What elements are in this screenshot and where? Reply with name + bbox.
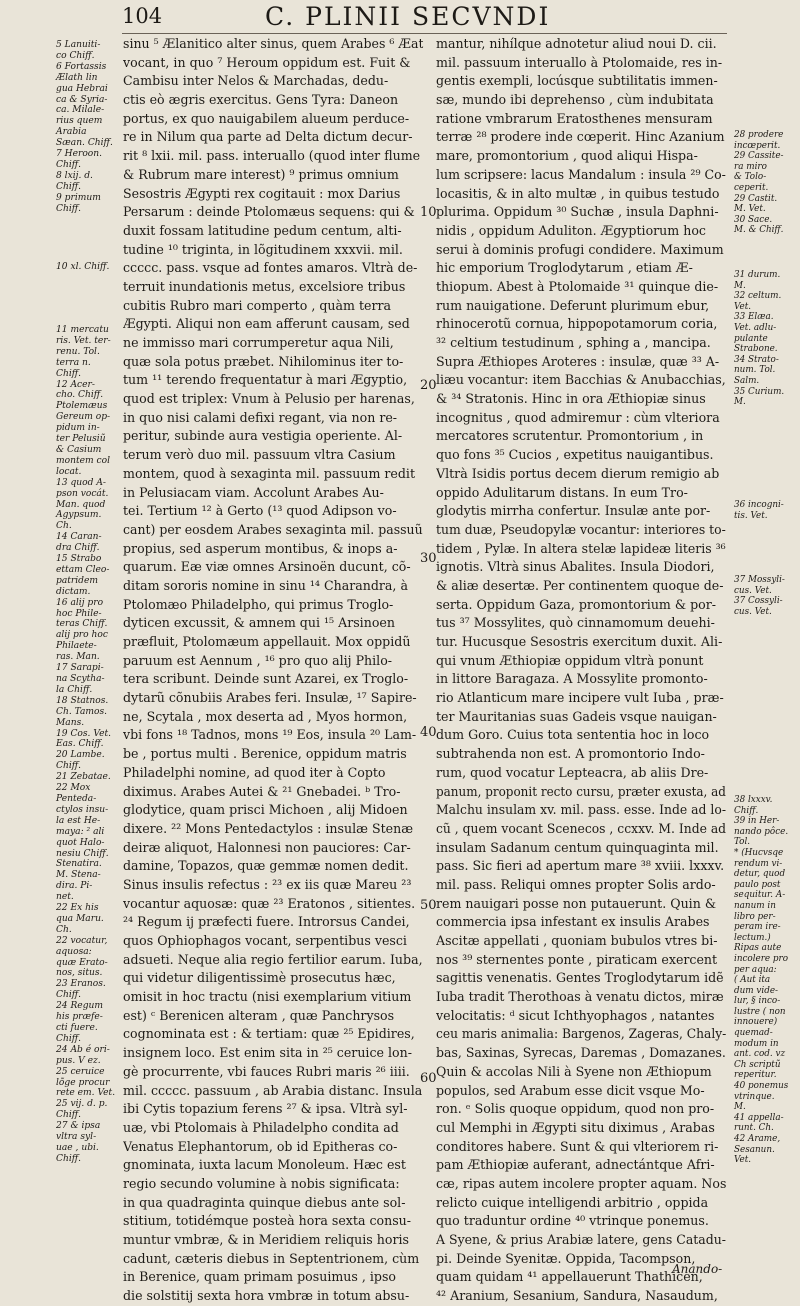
text-line: propius, sed asperum montibus, & inops a- <box>123 540 398 556</box>
margin-note: 31 durum. M. 32 celtum. Vet. 33 Elæa. Vet. adlu- pulante Strabone. 34 Strato- num. Tol. Salm. 35 Curium. M. <box>734 270 785 408</box>
text-line: dytarũ cõnubiis Arabes feri. Insulæ, ¹⁷ Sapire- <box>123 690 417 706</box>
text-line: panum, proponit recto cursu, præter exusta, ad <box>436 783 726 799</box>
text-line: ctis eò ægris exercitus. Gens Tyra: Daneon <box>123 92 399 108</box>
text-line: ditam sororis nomine in sinu ¹⁴ Charandra, à <box>123 577 408 593</box>
text-line: terum verò duo mil. passuum vltra Casium <box>123 447 396 463</box>
text-line: mare, promontorium , quod aliqui Hispa- <box>436 148 698 164</box>
text-line: dum Goro. Cuius tota sententia hoc in loco <box>436 727 710 743</box>
text-line: velocitatis: ᵈ sicut Ichthyophagos , natantes <box>436 1007 715 1023</box>
text-line: dixere. ²² Mons Pentedactylos : insulæ Stenæ <box>123 820 414 836</box>
text-line: subtrahenda non est. A promontorio Indo- <box>436 746 705 762</box>
text-line: mantur, nihílque adnotetur aliud noui D. cii. <box>436 36 717 51</box>
header-rule <box>122 33 727 34</box>
text-line: Malchu insulam xv. mil. pass. esse. Inde ad lo- <box>436 802 726 818</box>
text-line: lum scripsere: lacus Mandalum : insula ²⁹ Co- <box>436 166 726 182</box>
line-number: 50 <box>420 898 437 913</box>
line-number: 30 <box>420 551 437 566</box>
text-line: populos, sed Arabum esse dicit vsque Mo- <box>436 1082 705 1098</box>
text-line: mil. passuum interuallo à Ptolomaide, res in- <box>436 54 723 70</box>
left-text-column <box>123 35 423 1306</box>
text-line: vocant, in quo ⁷ Heroum oppidum est. Fuit & <box>123 54 411 70</box>
text-line: rhinocerotũ cornua, hippopotamorum coria, <box>436 316 718 332</box>
text-line: terræ ²⁸ prodere inde cœperit. Hinc Azanium <box>436 129 725 145</box>
text-line: tudine ¹⁰ triginta, in lõgitudinem xxxvii. mil. <box>123 241 403 257</box>
text-line: Cambisu inter Nelos & Marchadas, dedu- <box>123 73 389 89</box>
text-line: hic emporium Troglodytarum , etiam Æ- <box>436 260 693 276</box>
margin-note: 28 prodere incœperit. 29 Cassite- ra miro & Tolo- ceperit. 29 Castit. M. Vet. 30 Sace. M. & Chiff. <box>734 130 784 236</box>
page-number: 104 <box>122 4 163 28</box>
text-line: rum nauigatione. Deferunt plurimum ebur, <box>436 297 710 313</box>
text-line: vocantur aquosæ: quæ ²³ Eratonos , sitientes. <box>123 895 416 911</box>
text-line: Venatus Elephantorum, ob id Epitheras co- <box>123 1138 398 1154</box>
text-line: terruit inundationis metus, excelsiore tribus <box>123 278 406 294</box>
text-line: in Berenice, quam primam posuimus , ipso <box>123 1269 397 1285</box>
text-line: rit ⁸ lxii. mil. pass. interuallo (quod inter flume <box>123 148 421 164</box>
text-line: Sinus insulis refectus : ²³ ex iis quæ Mareu ²³ <box>123 876 412 892</box>
text-line: pi. Deinde Syenitæ. Oppida, Tacompson, <box>436 1250 696 1266</box>
text-line: ignotis. Vltrà sinus Abalites. Insula Diodori, <box>436 559 715 575</box>
line-number: 60 <box>420 1071 437 1086</box>
text-line: mil. pass. Reliqui omnes propter Solis ardo- <box>436 876 716 892</box>
text-line: quo traduntur ordine ⁴⁰ vtrinque ponemus. <box>436 1213 709 1229</box>
text-line: cognominata est : & tertiam: quæ ²⁵ Epidires, <box>123 1026 415 1042</box>
text-line: Philadelphi nomine, ad quod iter à Copto <box>123 764 386 780</box>
text-line: sinu ⁵ Ælanitico alter sinus, quem Arabes ⁶ Æat <box>123 36 424 51</box>
text-line: plurima. Oppidum ³⁰ Suchæ , insula Daphni- <box>436 204 719 220</box>
text-line: cæ, ripas autem incolere propter aquam. Nos <box>436 1175 727 1191</box>
margin-note: 11 mercatu ris. Vet. ter- renu. Tol. terra n. Chiff. 12 Acer- cho. Chiff. Ptolemæus Gereum op- pidum in- ter Pelusiũ & Casium montem col locat. 13 quod A- pson vocát. Man. quod Agypsum. Ch. 14 Caran- dra Chiff. 15 Strabo ettam Cleo- patridem dictam. 16 alij pro hoc Phile- teras Chiff. alij pro hoc Philaete- ras. Man. 17 Sarapi- na Scytha- la Chiff. 18 Statnos. Ch. Tamos. Mans. 19 Cos. Vet. Eas. Chiff. 20 Lambe. Chiff. 21 Zebatae. 22 Mox Penteda- ctylos insu- la est He- maya: ² ali quot Halo- nesiu Chiff. Stenatira. M. Stena- dira. Pi- net. 22 Ex his qua Maru. Ch. 22 vocatur, aquosa: quæ Erato- nos, situs. 23 Eranos. Chiff. 24 Regum his præfe- cti fuere. Chiff. 24 Ab é ori- pus. V ez. 25 ceruice lõge procur rete em. Vet. 25 vij. d. p. Chiff. 27 & ipsa vltra syl- uae , ubi. Chiff. <box>56 325 116 1164</box>
text-line: sæ, mundo ibi deprehenso , cùm indubitata <box>436 92 714 108</box>
text-line: rem nauigari posse non putauerunt. Quin & <box>436 895 717 911</box>
text-line: Quin & accolas Nili à Syene non Æthiopum <box>436 1063 712 1079</box>
text-line: præfluit, Ptolomæum appellauit. Mox oppidũ <box>123 634 411 649</box>
text-line: & Rubrum mare interest) ⁹ primus omnium <box>123 166 399 182</box>
text-line: rio Atlanticum mare incipere vult Iuba , præ- <box>436 690 724 706</box>
text-line: & ³⁴ Stratonis. Hinc in ora Æthiopiæ sinus <box>436 391 706 407</box>
margin-note: 38 lxxxv. Chiff. 39 in Her- nando pôce. Tol. * (Hucvsqe rendum vi- detur, quod paulo post sequitur. A- nanum in libro per- peram ire- lectum.) Ripas aute incolere pro per aqua: ( Aut ita dum vide- lur, § inco- lustre ( non innouere) quemad- modum in ant. cod. vz Ch scriptũ reperitur. 40 ponemus vtrinque. M. 41 appella- runt. Ch. 42 Arame, Sesanun. Vet. <box>734 795 789 1166</box>
text-line: ne, Scytala , mox deserta ad , Myos hormon, <box>123 708 408 724</box>
line-number: 10 <box>420 205 437 220</box>
text-line: stitium, totidémque posteà hora sexta consu- <box>123 1213 412 1229</box>
text-line: Vltrà Isidis portus decem dierum remigio ab <box>436 465 720 481</box>
text-line: Sesostris Ægypti rex cogitauit : mox Darius <box>123 185 401 201</box>
text-line: diximus. Arabes Autei & ²¹ Gnebadei. ᵇ Tro- <box>123 783 401 799</box>
text-line: tur. Hucusque Sesostris exercitum duxit. Ali- <box>436 634 723 649</box>
text-line: regio secundo volumine à nobis significata: <box>123 1175 400 1191</box>
text-line: tum duæ, Pseudopylæ vocantur: interiores to- <box>436 521 726 537</box>
text-line: bas, Saxinas, Syrecas, Daremas , Domazanes. <box>436 1045 726 1061</box>
page-header <box>0 0 800 40</box>
text-line: in Pelusiacam viam. Accolunt Arabes Au- <box>123 484 384 500</box>
text-line: quos Ophiophagos vocant, serpentibus vesci <box>123 933 407 948</box>
text-line: tei. Tertium ¹² à Gerto (¹³ quod Adipson vo- <box>123 503 397 519</box>
text-line: vbi fons ¹⁸ Tadnos, mons ¹⁹ Eos, insula ²⁰ Lam- <box>123 727 417 743</box>
text-line: ron. ᵉ Solis quoque oppidum, quod non pro- <box>436 1101 715 1117</box>
line-number: 20 <box>420 378 437 393</box>
text-line: re in Nilum qua parte ad Delta dictum decur- <box>123 129 413 145</box>
text-line: ter Mauritanias suas Gadeis vsque nauigan- <box>436 708 717 724</box>
text-line: dyticen excussit, & amnem qui ¹⁵ Arsinoen <box>123 615 395 631</box>
line-number: 40 <box>420 725 437 740</box>
text-line: duxit fossam latitudine pedum centum, alti- <box>123 222 402 238</box>
text-line: gentis exempli, locúsque subtilitatis immen- <box>436 73 718 89</box>
text-line: glodytis mirrha confertur. Insulæ ante por- <box>436 503 711 519</box>
text-line: omisit in hoc tractu (nisi exemplarium vitium <box>123 989 412 1005</box>
text-line: be , portus multi . Berenice, oppidum matris <box>123 746 407 762</box>
text-line: locasitis, & in alto multæ , in quibus testudo <box>436 185 720 201</box>
text-line: cũ , quem vocant Scenecos , ccxxv. M. Inde ad <box>436 820 727 836</box>
text-line: cubitis Rubro mari comperto , quàm terra <box>123 297 392 313</box>
text-line: insignem loco. Est enim sita in ²⁵ ceruice lon- <box>123 1045 412 1061</box>
text-line: in quo nisi calami defixi regant, via non re- <box>123 409 398 425</box>
text-line: serta. Oppidum Gaza, promontorium & por- <box>436 596 717 612</box>
text-line: portus, ex quo nauigabilem alueum perduce- <box>123 110 410 126</box>
text-line: Ptolomæo Philadelpho, qui primus Troglo- <box>123 596 394 612</box>
text-line: pam Æthiopiæ auferant, adnectántque Afri- <box>436 1157 715 1173</box>
text-line: oppido Adulitarum distans. In eum Tro- <box>436 484 688 500</box>
text-line: tus ³⁷ Mossylites, quò cinnamomum deuehi- <box>436 615 715 631</box>
text-line: thiopum. Abest à Ptolomaide ³¹ quinque die- <box>436 278 719 294</box>
text-line: in qua quadraginta quinque diebus ante sol- <box>123 1194 406 1210</box>
text-line: tera scribunt. Deinde sunt Azarei, ex Troglo- <box>123 671 409 687</box>
text-line: incognitus , quod admiremur : cùm vlteriora <box>436 409 720 425</box>
catchword: Anando- <box>672 1262 723 1276</box>
right-margin-notes <box>734 130 798 1250</box>
text-line: relicto cuique intelligendi arbitrio , oppida <box>436 1194 709 1210</box>
margin-note: 36 incogni- tis. Vet. <box>734 500 784 521</box>
text-line: conditores habere. Sunt & qui vlteriorem ri- <box>436 1138 719 1154</box>
text-line: commercia ipsa infestant ex insulis Arabes <box>436 914 710 930</box>
text-line: serui à dominis profugi condidere. Maximum <box>436 241 724 257</box>
margin-note: 10 xl. Chiff. <box>56 262 110 272</box>
text-line: mil. ccccc. passuum , ab Arabia distanc. Insula <box>123 1082 423 1098</box>
text-line: in littore Baragaza. A Mossylite promonto- <box>436 671 708 687</box>
text-line: Persarum : deinde Ptolomæus sequens: qui & <box>123 204 415 220</box>
text-line: ²⁴ Regum ij præfecti fuere. Introrsus Candei, <box>123 914 410 930</box>
text-line: cant) per eosdem Arabes sexaginta mil. passuũ <box>123 521 423 537</box>
text-line: Ægypti. Aliqui non eam afferunt causam, sed <box>123 316 410 332</box>
text-line: mercatores scrutentur. Promontorium , in <box>436 428 704 444</box>
text-line: peritur, subinde aura vestigia operiente. Al- <box>123 428 403 444</box>
text-line: quod est triplex: Vnum à Pelusio per harenas, <box>123 391 415 407</box>
text-line: tum ¹¹ terendo frequentatur à mari Ægyptio, <box>123 372 408 388</box>
text-line: & aliæ desertæ. Per continentem quoque de- <box>436 577 724 593</box>
text-line: est) ᶜ Berenicen alteram , quæ Panchrysos <box>123 1007 395 1023</box>
text-line: rum, quod vocatur Lepteacra, ab aliis Dre- <box>436 764 709 780</box>
text-line: Supra Æthiopes Aroteres : insulæ, quæ ³³ A- <box>436 353 720 369</box>
text-line: uæ, vbi Ptolomais à Philadelpho condita ad <box>123 1119 399 1135</box>
text-line: glodytice, quam prisci Michoen , alij Midoen <box>123 802 408 818</box>
text-line: paruum est Aennum , ¹⁶ pro quo alij Philo- <box>123 652 393 668</box>
right-text-column <box>436 35 726 1306</box>
text-line: cadunt, cæteris diebus in Septentrionem, cùm <box>123 1250 420 1266</box>
text-line: ne immisso mari corrumperetur aqua Nili, <box>123 335 394 350</box>
text-line: gè procurrente, vbi fauces Rubri maris ²⁶ iiii. <box>123 1063 410 1079</box>
text-line: pass. Sic fieri ad apertum mare ³⁸ xviii. lxxxv. <box>436 858 725 874</box>
text-line: quam quidam ⁴¹ appellauerunt Thathicen, <box>436 1269 703 1285</box>
text-line: gnominata, iuxta lacum Monoleum. Hæc est <box>123 1157 406 1173</box>
text-line: deiræ aliquot, Halonnesi non pauciores: Car- <box>123 839 411 855</box>
text-line: ccccc. pass. vsque ad fontes amaros. Vltrà de- <box>123 260 418 276</box>
text-line: tidem , Pylæ. In altera stelæ lapideæ literis ³⁶ <box>436 540 726 556</box>
text-line: quarum. Eæ viæ omnes Arsinoën ducunt, cõ- <box>123 559 411 575</box>
text-line: ⁴² Aranium, Sesanium, Sandura, Nasaudum, <box>436 1288 718 1304</box>
text-line: montem, quod à sexaginta mil. passuum redit <box>123 465 416 481</box>
text-line: cul Memphi in Ægypti situ diximus , Arabas <box>436 1119 715 1135</box>
text-line: qui videtur diligentissimè prosecutus hæc, <box>123 970 396 986</box>
text-line: Iuba tradit Therothoas à venatu dictos, miræ <box>436 989 724 1005</box>
text-line: adsueti. Neque alia regio fertilior earum. Iuba, <box>123 951 423 967</box>
text-line: liæu vocantur: item Bacchias & Anubacchias, <box>436 372 726 388</box>
text-line: Ascitæ appellati , quoniam bubulos vtres bi- <box>436 933 718 948</box>
text-line: muntur vmbræ, & in Meridiem reliquis horis <box>123 1232 409 1247</box>
margin-note: 37 Mossyli- cus. Vet. 37 Cossyli- cus. Vet. <box>734 575 785 617</box>
running-title: C. PLINII SECVNDI <box>265 2 551 31</box>
text-line: qui vnum Æthiopiæ oppidum vltrà ponunt <box>436 652 704 668</box>
text-line: nos ³⁹ sternentes ponte , piraticam exercent <box>436 951 718 967</box>
text-line: insulam Sadanum centum quinquaginta mil. <box>436 839 719 855</box>
text-line: ceu maris animalia: Bargenos, Zageras, Chaly- <box>436 1026 726 1042</box>
text-line: nidis , oppidum Aduliton. Ægyptiorum hoc <box>436 222 706 238</box>
text-line: sagittis venenatis. Gentes Troglodytarum idẽ <box>436 970 724 986</box>
text-line: ratione vmbrarum Eratosthenes mensuram <box>436 110 713 126</box>
text-line: quo fons ³⁵ Cucios , expetitus nauigantibus. <box>436 447 714 463</box>
margin-note: 5 Lanuiti- co Chiff. 6 Fortassis Ælath lin gua Hebrai ca & Syria- ca. Milale- rius quem Arabia Sæan. Chiff. 7 Heroon. Chiff. 8 lxij. d. Chiff. 9 primum Chiff. <box>56 40 113 214</box>
left-margin-notes <box>56 40 124 1280</box>
text-line: ³² celtium testudinum , sphing a , mancipa. <box>436 335 711 350</box>
text-line: damine, Topazos, quæ gemmæ nomen dedit. <box>123 858 409 874</box>
text-line: die solstitij sexta hora vmbræ in totum absu- <box>123 1288 410 1304</box>
text-line: quæ sola potus præbet. Nihilominus iter to- <box>123 353 404 369</box>
text-line: ibi Cytis topazium ferens ²⁷ & ipsa. Vltrà syl- <box>123 1101 408 1117</box>
text-line: A Syene, & prius Arabiæ latere, gens Catadu- <box>436 1232 726 1247</box>
